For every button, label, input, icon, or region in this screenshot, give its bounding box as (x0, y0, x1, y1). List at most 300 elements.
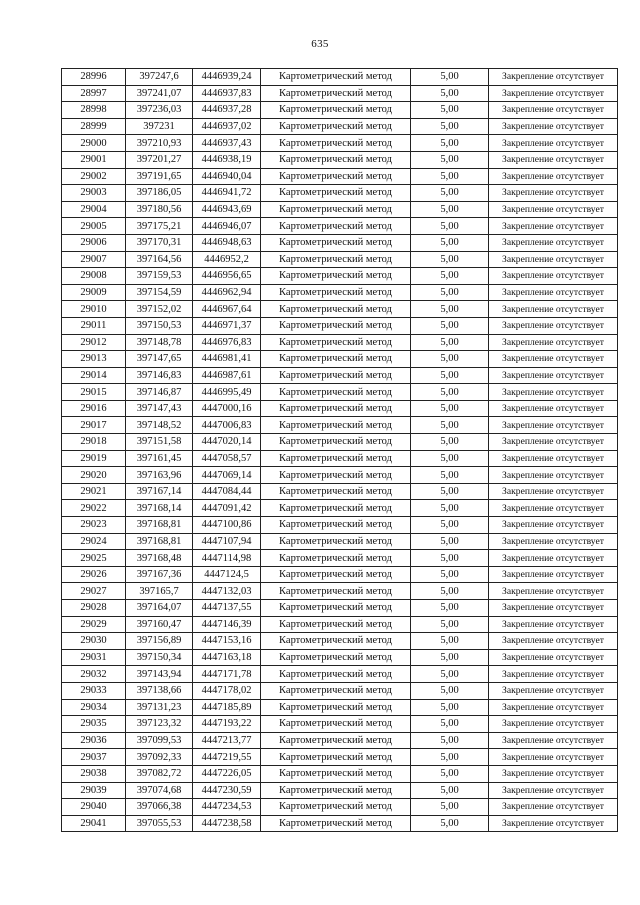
accuracy-cell: 5,00 (411, 85, 489, 102)
table-row (62, 69, 618, 86)
table-row (62, 782, 618, 799)
x-coordinate-cell: 397168,14 (126, 500, 193, 517)
point-number-cell: 29039 (62, 782, 126, 799)
fixing-cell: Закрепление отсутствует (489, 234, 618, 251)
accuracy-cell: 5,00 (411, 616, 489, 633)
table-row (62, 633, 618, 650)
x-coordinate-cell: 397210,93 (126, 135, 193, 152)
point-number-cell: 29012 (62, 334, 126, 351)
x-coordinate-cell: 397150,34 (126, 649, 193, 666)
fixing-cell: Закрепление отсутствует (489, 649, 618, 666)
accuracy-cell: 5,00 (411, 517, 489, 534)
x-coordinate-cell: 397168,48 (126, 550, 193, 567)
x-coordinate-cell: 397165,7 (126, 583, 193, 600)
point-number-cell: 29023 (62, 517, 126, 534)
accuracy-cell: 5,00 (411, 450, 489, 467)
method-cell: Картометрический метод (261, 467, 411, 484)
point-number-cell: 29007 (62, 251, 126, 268)
x-coordinate-cell: 397231 (126, 118, 193, 135)
fixing-cell: Закрепление отсутствует (489, 550, 618, 567)
accuracy-cell: 5,00 (411, 118, 489, 135)
fixing-cell: Закрепление отсутствует (489, 434, 618, 451)
accuracy-cell: 5,00 (411, 400, 489, 417)
y-coordinate-cell: 4446967,64 (193, 301, 261, 318)
fixing-cell: Закрепление отсутствует (489, 151, 618, 168)
method-cell: Картометрический метод (261, 799, 411, 816)
y-coordinate-cell: 4447084,44 (193, 483, 261, 500)
accuracy-cell: 5,00 (411, 218, 489, 235)
method-cell: Картометрический метод (261, 533, 411, 550)
accuracy-cell: 5,00 (411, 151, 489, 168)
x-coordinate-cell: 397167,14 (126, 483, 193, 500)
method-cell: Картометрический метод (261, 367, 411, 384)
coordinates-table (61, 68, 618, 832)
method-cell: Картометрический метод (261, 118, 411, 135)
y-coordinate-cell: 4446937,28 (193, 102, 261, 119)
fixing-cell: Закрепление отсутствует (489, 168, 618, 185)
point-number-cell: 29003 (62, 185, 126, 202)
point-number-cell: 29009 (62, 284, 126, 301)
x-coordinate-cell: 397123,32 (126, 716, 193, 733)
accuracy-cell: 5,00 (411, 666, 489, 683)
table-row (62, 367, 618, 384)
method-cell: Картометрический метод (261, 400, 411, 417)
y-coordinate-cell: 4446940,04 (193, 168, 261, 185)
method-cell: Картометрический метод (261, 782, 411, 799)
table-row (62, 251, 618, 268)
point-number-cell: 29019 (62, 450, 126, 467)
x-coordinate-cell: 397154,59 (126, 284, 193, 301)
point-number-cell: 28999 (62, 118, 126, 135)
method-cell: Картометрический метод (261, 201, 411, 218)
fixing-cell: Закрепление отсутствует (489, 782, 618, 799)
point-number-cell: 29030 (62, 633, 126, 650)
method-cell: Картометрический метод (261, 500, 411, 517)
x-coordinate-cell: 397066,38 (126, 799, 193, 816)
accuracy-cell: 5,00 (411, 699, 489, 716)
table-row (62, 600, 618, 617)
x-coordinate-cell: 397151,58 (126, 434, 193, 451)
table-row (62, 351, 618, 368)
fixing-cell: Закрепление отсутствует (489, 218, 618, 235)
point-number-cell: 29006 (62, 234, 126, 251)
method-cell: Картометрический метод (261, 666, 411, 683)
accuracy-cell: 5,00 (411, 185, 489, 202)
fixing-cell: Закрепление отсутствует (489, 533, 618, 550)
accuracy-cell: 5,00 (411, 799, 489, 816)
x-coordinate-cell: 397241,07 (126, 85, 193, 102)
table-row (62, 649, 618, 666)
fixing-cell: Закрепление отсутствует (489, 201, 618, 218)
accuracy-cell: 5,00 (411, 251, 489, 268)
table-row (62, 135, 618, 152)
y-coordinate-cell: 4447163,18 (193, 649, 261, 666)
point-number-cell: 29027 (62, 583, 126, 600)
fixing-cell: Закрепление отсутствует (489, 135, 618, 152)
method-cell: Картометрический метод (261, 85, 411, 102)
y-coordinate-cell: 4447234,53 (193, 799, 261, 816)
point-number-cell: 29037 (62, 749, 126, 766)
point-number-cell: 28997 (62, 85, 126, 102)
method-cell: Картометрический метод (261, 699, 411, 716)
fixing-cell: Закрепление отсутствует (489, 284, 618, 301)
table-row (62, 185, 618, 202)
y-coordinate-cell: 4446987,61 (193, 367, 261, 384)
y-coordinate-cell: 4446952,2 (193, 251, 261, 268)
fixing-cell: Закрепление отсутствует (489, 483, 618, 500)
table-row (62, 384, 618, 401)
table-row (62, 583, 618, 600)
point-number-cell: 29005 (62, 218, 126, 235)
point-number-cell: 28998 (62, 102, 126, 119)
method-cell: Картометрический метод (261, 69, 411, 86)
fixing-cell: Закрепление отсутствует (489, 118, 618, 135)
accuracy-cell: 5,00 (411, 284, 489, 301)
accuracy-cell: 5,00 (411, 583, 489, 600)
accuracy-cell: 5,00 (411, 533, 489, 550)
fixing-cell: Закрепление отсутствует (489, 716, 618, 733)
accuracy-cell: 5,00 (411, 600, 489, 617)
x-coordinate-cell: 397131,23 (126, 699, 193, 716)
point-number-cell: 28996 (62, 69, 126, 86)
method-cell: Картометрический метод (261, 583, 411, 600)
accuracy-cell: 5,00 (411, 732, 489, 749)
point-number-cell: 29040 (62, 799, 126, 816)
accuracy-cell: 5,00 (411, 135, 489, 152)
fixing-cell: Закрепление отсутствует (489, 384, 618, 401)
y-coordinate-cell: 4447178,02 (193, 682, 261, 699)
method-cell: Картометрический метод (261, 716, 411, 733)
y-coordinate-cell: 4447114,98 (193, 550, 261, 567)
method-cell: Картометрический метод (261, 284, 411, 301)
table-row (62, 699, 618, 716)
fixing-cell: Закрепление отсутствует (489, 732, 618, 749)
accuracy-cell: 5,00 (411, 782, 489, 799)
table-row (62, 201, 618, 218)
method-cell: Картометрический метод (261, 450, 411, 467)
table-row (62, 799, 618, 816)
point-number-cell: 29029 (62, 616, 126, 633)
accuracy-cell: 5,00 (411, 550, 489, 567)
y-coordinate-cell: 4446956,65 (193, 268, 261, 285)
method-cell: Картометрический метод (261, 334, 411, 351)
y-coordinate-cell: 4447146,39 (193, 616, 261, 633)
method-cell: Картометрический метод (261, 151, 411, 168)
method-cell: Картометрический метод (261, 682, 411, 699)
point-number-cell: 29018 (62, 434, 126, 451)
x-coordinate-cell: 397161,45 (126, 450, 193, 467)
table-row (62, 334, 618, 351)
x-coordinate-cell: 397055,53 (126, 815, 193, 832)
accuracy-cell: 5,00 (411, 69, 489, 86)
method-cell: Картометрический метод (261, 317, 411, 334)
x-coordinate-cell: 397163,96 (126, 467, 193, 484)
fixing-cell: Закрепление отсутствует (489, 334, 618, 351)
fixing-cell: Закрепление отсутствует (489, 450, 618, 467)
method-cell: Картометрический метод (261, 732, 411, 749)
fixing-cell: Закрепление отсутствует (489, 367, 618, 384)
fixing-cell: Закрепление отсутствует (489, 815, 618, 832)
x-coordinate-cell: 397236,03 (126, 102, 193, 119)
accuracy-cell: 5,00 (411, 566, 489, 583)
point-number-cell: 29014 (62, 367, 126, 384)
table-row (62, 533, 618, 550)
accuracy-cell: 5,00 (411, 765, 489, 782)
x-coordinate-cell: 397170,31 (126, 234, 193, 251)
fixing-cell: Закрепление отсутствует (489, 102, 618, 119)
y-coordinate-cell: 4447100,86 (193, 517, 261, 534)
point-number-cell: 29008 (62, 268, 126, 285)
table-row (62, 234, 618, 251)
point-number-cell: 29010 (62, 301, 126, 318)
y-coordinate-cell: 4447213,77 (193, 732, 261, 749)
table-row (62, 566, 618, 583)
point-number-cell: 29024 (62, 533, 126, 550)
x-coordinate-cell: 397138,66 (126, 682, 193, 699)
x-coordinate-cell: 397180,56 (126, 201, 193, 218)
fixing-cell: Закрепление отсутствует (489, 699, 618, 716)
x-coordinate-cell: 397147,43 (126, 400, 193, 417)
point-number-cell: 29041 (62, 815, 126, 832)
fixing-cell: Закрепление отсутствует (489, 749, 618, 766)
point-number-cell: 29036 (62, 732, 126, 749)
accuracy-cell: 5,00 (411, 483, 489, 500)
point-number-cell: 29013 (62, 351, 126, 368)
accuracy-cell: 5,00 (411, 317, 489, 334)
table-row (62, 616, 618, 633)
y-coordinate-cell: 4447219,55 (193, 749, 261, 766)
point-number-cell: 29034 (62, 699, 126, 716)
accuracy-cell: 5,00 (411, 682, 489, 699)
fixing-cell: Закрепление отсутствует (489, 400, 618, 417)
y-coordinate-cell: 4447226,05 (193, 765, 261, 782)
method-cell: Картометрический метод (261, 268, 411, 285)
point-number-cell: 29033 (62, 682, 126, 699)
fixing-cell: Закрепление отсутствует (489, 268, 618, 285)
fixing-cell: Закрепление отсутствует (489, 351, 618, 368)
y-coordinate-cell: 4446937,02 (193, 118, 261, 135)
table-row (62, 85, 618, 102)
point-number-cell: 29028 (62, 600, 126, 617)
y-coordinate-cell: 4447137,55 (193, 600, 261, 617)
table-row (62, 301, 618, 318)
y-coordinate-cell: 4447124,5 (193, 566, 261, 583)
accuracy-cell: 5,00 (411, 384, 489, 401)
y-coordinate-cell: 4446937,83 (193, 85, 261, 102)
table-row (62, 450, 618, 467)
point-number-cell: 29038 (62, 765, 126, 782)
y-coordinate-cell: 4447000,16 (193, 400, 261, 417)
fixing-cell: Закрепление отсутствует (489, 69, 618, 86)
x-coordinate-cell: 397159,53 (126, 268, 193, 285)
fixing-cell: Закрепление отсутствует (489, 666, 618, 683)
table-row (62, 716, 618, 733)
accuracy-cell: 5,00 (411, 234, 489, 251)
accuracy-cell: 5,00 (411, 268, 489, 285)
point-number-cell: 29004 (62, 201, 126, 218)
y-coordinate-cell: 4447006,83 (193, 417, 261, 434)
table-row (62, 151, 618, 168)
table-row (62, 765, 618, 782)
fixing-cell: Закрепление отсутствует (489, 566, 618, 583)
x-coordinate-cell: 397168,81 (126, 533, 193, 550)
point-number-cell: 29015 (62, 384, 126, 401)
table-row (62, 483, 618, 500)
point-number-cell: 29011 (62, 317, 126, 334)
coordinates-table-body (62, 69, 618, 832)
accuracy-cell: 5,00 (411, 201, 489, 218)
x-coordinate-cell: 397164,07 (126, 600, 193, 617)
y-coordinate-cell: 4447020,14 (193, 434, 261, 451)
method-cell: Картометрический метод (261, 185, 411, 202)
method-cell: Картометрический метод (261, 815, 411, 832)
table-row (62, 434, 618, 451)
point-number-cell: 29025 (62, 550, 126, 567)
accuracy-cell: 5,00 (411, 633, 489, 650)
method-cell: Картометрический метод (261, 649, 411, 666)
method-cell: Картометрический метод (261, 616, 411, 633)
x-coordinate-cell: 397099,53 (126, 732, 193, 749)
method-cell: Картометрический метод (261, 234, 411, 251)
fixing-cell: Закрепление отсутствует (489, 765, 618, 782)
accuracy-cell: 5,00 (411, 301, 489, 318)
y-coordinate-cell: 4446946,07 (193, 218, 261, 235)
point-number-cell: 29002 (62, 168, 126, 185)
fixing-cell: Закрепление отсутствует (489, 301, 618, 318)
fixing-cell: Закрепление отсутствует (489, 583, 618, 600)
method-cell: Картометрический метод (261, 351, 411, 368)
x-coordinate-cell: 397167,36 (126, 566, 193, 583)
x-coordinate-cell: 397146,87 (126, 384, 193, 401)
point-number-cell: 29016 (62, 400, 126, 417)
y-coordinate-cell: 4447238,58 (193, 815, 261, 832)
y-coordinate-cell: 4446962,94 (193, 284, 261, 301)
fixing-cell: Закрепление отсутствует (489, 251, 618, 268)
x-coordinate-cell: 397143,94 (126, 666, 193, 683)
method-cell: Картометрический метод (261, 417, 411, 434)
point-number-cell: 29020 (62, 467, 126, 484)
table-row (62, 500, 618, 517)
y-coordinate-cell: 4447058,57 (193, 450, 261, 467)
fixing-cell: Закрепление отсутствует (489, 682, 618, 699)
x-coordinate-cell: 397146,83 (126, 367, 193, 384)
fixing-cell: Закрепление отсутствует (489, 799, 618, 816)
method-cell: Картометрический метод (261, 384, 411, 401)
method-cell: Картометрический метод (261, 301, 411, 318)
accuracy-cell: 5,00 (411, 649, 489, 666)
y-coordinate-cell: 4447132,03 (193, 583, 261, 600)
accuracy-cell: 5,00 (411, 749, 489, 766)
y-coordinate-cell: 4447091,42 (193, 500, 261, 517)
point-number-cell: 29032 (62, 666, 126, 683)
table-row (62, 400, 618, 417)
table-row (62, 550, 618, 567)
x-coordinate-cell: 397191,65 (126, 168, 193, 185)
fixing-cell: Закрепление отсутствует (489, 500, 618, 517)
x-coordinate-cell: 397148,78 (126, 334, 193, 351)
point-number-cell: 29001 (62, 151, 126, 168)
fixing-cell: Закрепление отсутствует (489, 616, 618, 633)
accuracy-cell: 5,00 (411, 417, 489, 434)
y-coordinate-cell: 4446939,24 (193, 69, 261, 86)
method-cell: Картометрический метод (261, 517, 411, 534)
method-cell: Картометрический метод (261, 566, 411, 583)
x-coordinate-cell: 397201,27 (126, 151, 193, 168)
y-coordinate-cell: 4447153,16 (193, 633, 261, 650)
method-cell: Картометрический метод (261, 483, 411, 500)
y-coordinate-cell: 4446938,19 (193, 151, 261, 168)
y-coordinate-cell: 4447107,94 (193, 533, 261, 550)
accuracy-cell: 5,00 (411, 102, 489, 119)
point-number-cell: 29021 (62, 483, 126, 500)
table-row (62, 732, 618, 749)
table-row (62, 682, 618, 699)
accuracy-cell: 5,00 (411, 434, 489, 451)
y-coordinate-cell: 4447171,78 (193, 666, 261, 683)
point-number-cell: 29035 (62, 716, 126, 733)
fixing-cell: Закрепление отсутствует (489, 467, 618, 484)
y-coordinate-cell: 4446995,49 (193, 384, 261, 401)
point-number-cell: 29026 (62, 566, 126, 583)
accuracy-cell: 5,00 (411, 168, 489, 185)
method-cell: Картометрический метод (261, 434, 411, 451)
method-cell: Картометрический метод (261, 749, 411, 766)
x-coordinate-cell: 397082,72 (126, 765, 193, 782)
method-cell: Картометрический метод (261, 765, 411, 782)
method-cell: Картометрический метод (261, 633, 411, 650)
table-row (62, 218, 618, 235)
table-row (62, 284, 618, 301)
table-row (62, 467, 618, 484)
y-coordinate-cell: 4447069,14 (193, 467, 261, 484)
table-row (62, 815, 618, 832)
fixing-cell: Закрепление отсутствует (489, 517, 618, 534)
method-cell: Картометрический метод (261, 168, 411, 185)
table-row (62, 417, 618, 434)
method-cell: Картометрический метод (261, 218, 411, 235)
y-coordinate-cell: 4447230,59 (193, 782, 261, 799)
y-coordinate-cell: 4446971,37 (193, 317, 261, 334)
y-coordinate-cell: 4446976,83 (193, 334, 261, 351)
y-coordinate-cell: 4447185,89 (193, 699, 261, 716)
point-number-cell: 29031 (62, 649, 126, 666)
x-coordinate-cell: 397074,68 (126, 782, 193, 799)
y-coordinate-cell: 4447193,22 (193, 716, 261, 733)
table-row (62, 118, 618, 135)
x-coordinate-cell: 397152,02 (126, 301, 193, 318)
accuracy-cell: 5,00 (411, 351, 489, 368)
table-row (62, 102, 618, 119)
method-cell: Картометрический метод (261, 550, 411, 567)
table-row (62, 517, 618, 534)
fixing-cell: Закрепление отсутствует (489, 600, 618, 617)
accuracy-cell: 5,00 (411, 716, 489, 733)
x-coordinate-cell: 397164,56 (126, 251, 193, 268)
accuracy-cell: 5,00 (411, 815, 489, 832)
x-coordinate-cell: 397175,21 (126, 218, 193, 235)
x-coordinate-cell: 397147,65 (126, 351, 193, 368)
x-coordinate-cell: 397160,47 (126, 616, 193, 633)
method-cell: Картометрический метод (261, 135, 411, 152)
x-coordinate-cell: 397168,81 (126, 517, 193, 534)
accuracy-cell: 5,00 (411, 367, 489, 384)
method-cell: Картометрический метод (261, 600, 411, 617)
y-coordinate-cell: 4446981,41 (193, 351, 261, 368)
table-row (62, 666, 618, 683)
fixing-cell: Закрепление отсутствует (489, 317, 618, 334)
accuracy-cell: 5,00 (411, 500, 489, 517)
point-number-cell: 29017 (62, 417, 126, 434)
